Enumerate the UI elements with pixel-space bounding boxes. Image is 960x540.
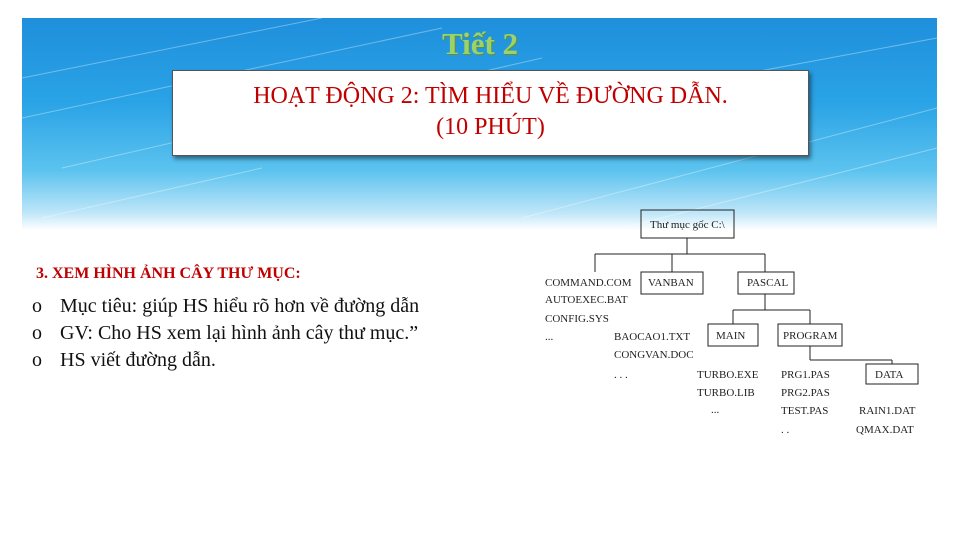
bullet-marker: o	[32, 295, 42, 317]
tree-file: CONFIG.SYS	[545, 313, 609, 325]
section-heading: 3. XEM HÌNH ẢNH CÂY THƯ MỤC:	[36, 265, 301, 282]
activity-title-box	[172, 70, 809, 156]
bullet-item	[32, 293, 419, 320]
bullet-marker: o	[32, 322, 42, 344]
tree-node-program: PROGRAM	[783, 330, 838, 342]
tree-file: PRG1.PAS	[781, 369, 830, 381]
data-box	[866, 364, 918, 384]
slide-title: Tiết 2	[441, 26, 519, 61]
activity-title-line2: (10 PHÚT)	[436, 114, 545, 140]
tree-file: COMMAND.COM	[545, 277, 632, 289]
bullet-text: HS viết đường dẫn.	[60, 349, 216, 371]
bullet-list	[32, 293, 419, 374]
activity-title-line1: HOẠT ĐỘNG 2: TÌM HIỂU VỀ ĐƯỜNG DẪN.	[253, 83, 728, 109]
tree-node-root: Thư mục gốc C:\	[650, 219, 725, 231]
bullet-item	[32, 320, 419, 347]
tree-file: TEST.PAS	[781, 405, 829, 417]
tree-file: RAIN1.DAT	[859, 405, 916, 417]
tree-file: ...	[711, 404, 720, 416]
tree-node-data: DATA	[875, 369, 904, 381]
tree-node-vanban: VANBAN	[648, 277, 694, 289]
tree-file: . .	[781, 424, 790, 436]
bullet-marker: o	[32, 349, 42, 371]
bullet-text: GV: Cho HS xem lại hình ảnh cây thư mục.”	[60, 322, 419, 344]
activity-title	[173, 81, 808, 143]
bullet-item	[32, 347, 419, 374]
tree-file: PRG2.PAS	[781, 387, 830, 399]
tree-node-pascal: PASCAL	[747, 277, 789, 289]
tree-node-main: MAIN	[716, 330, 746, 342]
tree-file: CONGVAN.DOC	[614, 349, 694, 361]
tree-file: AUTOEXEC.BAT	[545, 294, 628, 306]
tree-file: BAOCAO1.TXT	[614, 331, 691, 343]
main-box	[708, 324, 758, 346]
vanban-box	[641, 272, 703, 294]
bullet-text: Mục tiêu: giúp HS hiểu rõ hơn về đường dẫn	[60, 295, 420, 317]
tree-file: . . .	[614, 369, 628, 381]
pascal-box	[738, 272, 794, 294]
tree-file: ...	[545, 331, 554, 343]
tree-file: TURBO.LIB	[697, 387, 755, 399]
tree-connectors	[595, 210, 918, 384]
tree-file: TURBO.EXE	[697, 369, 759, 381]
program-box	[778, 324, 842, 346]
tree-file: QMAX.DAT	[856, 424, 914, 436]
